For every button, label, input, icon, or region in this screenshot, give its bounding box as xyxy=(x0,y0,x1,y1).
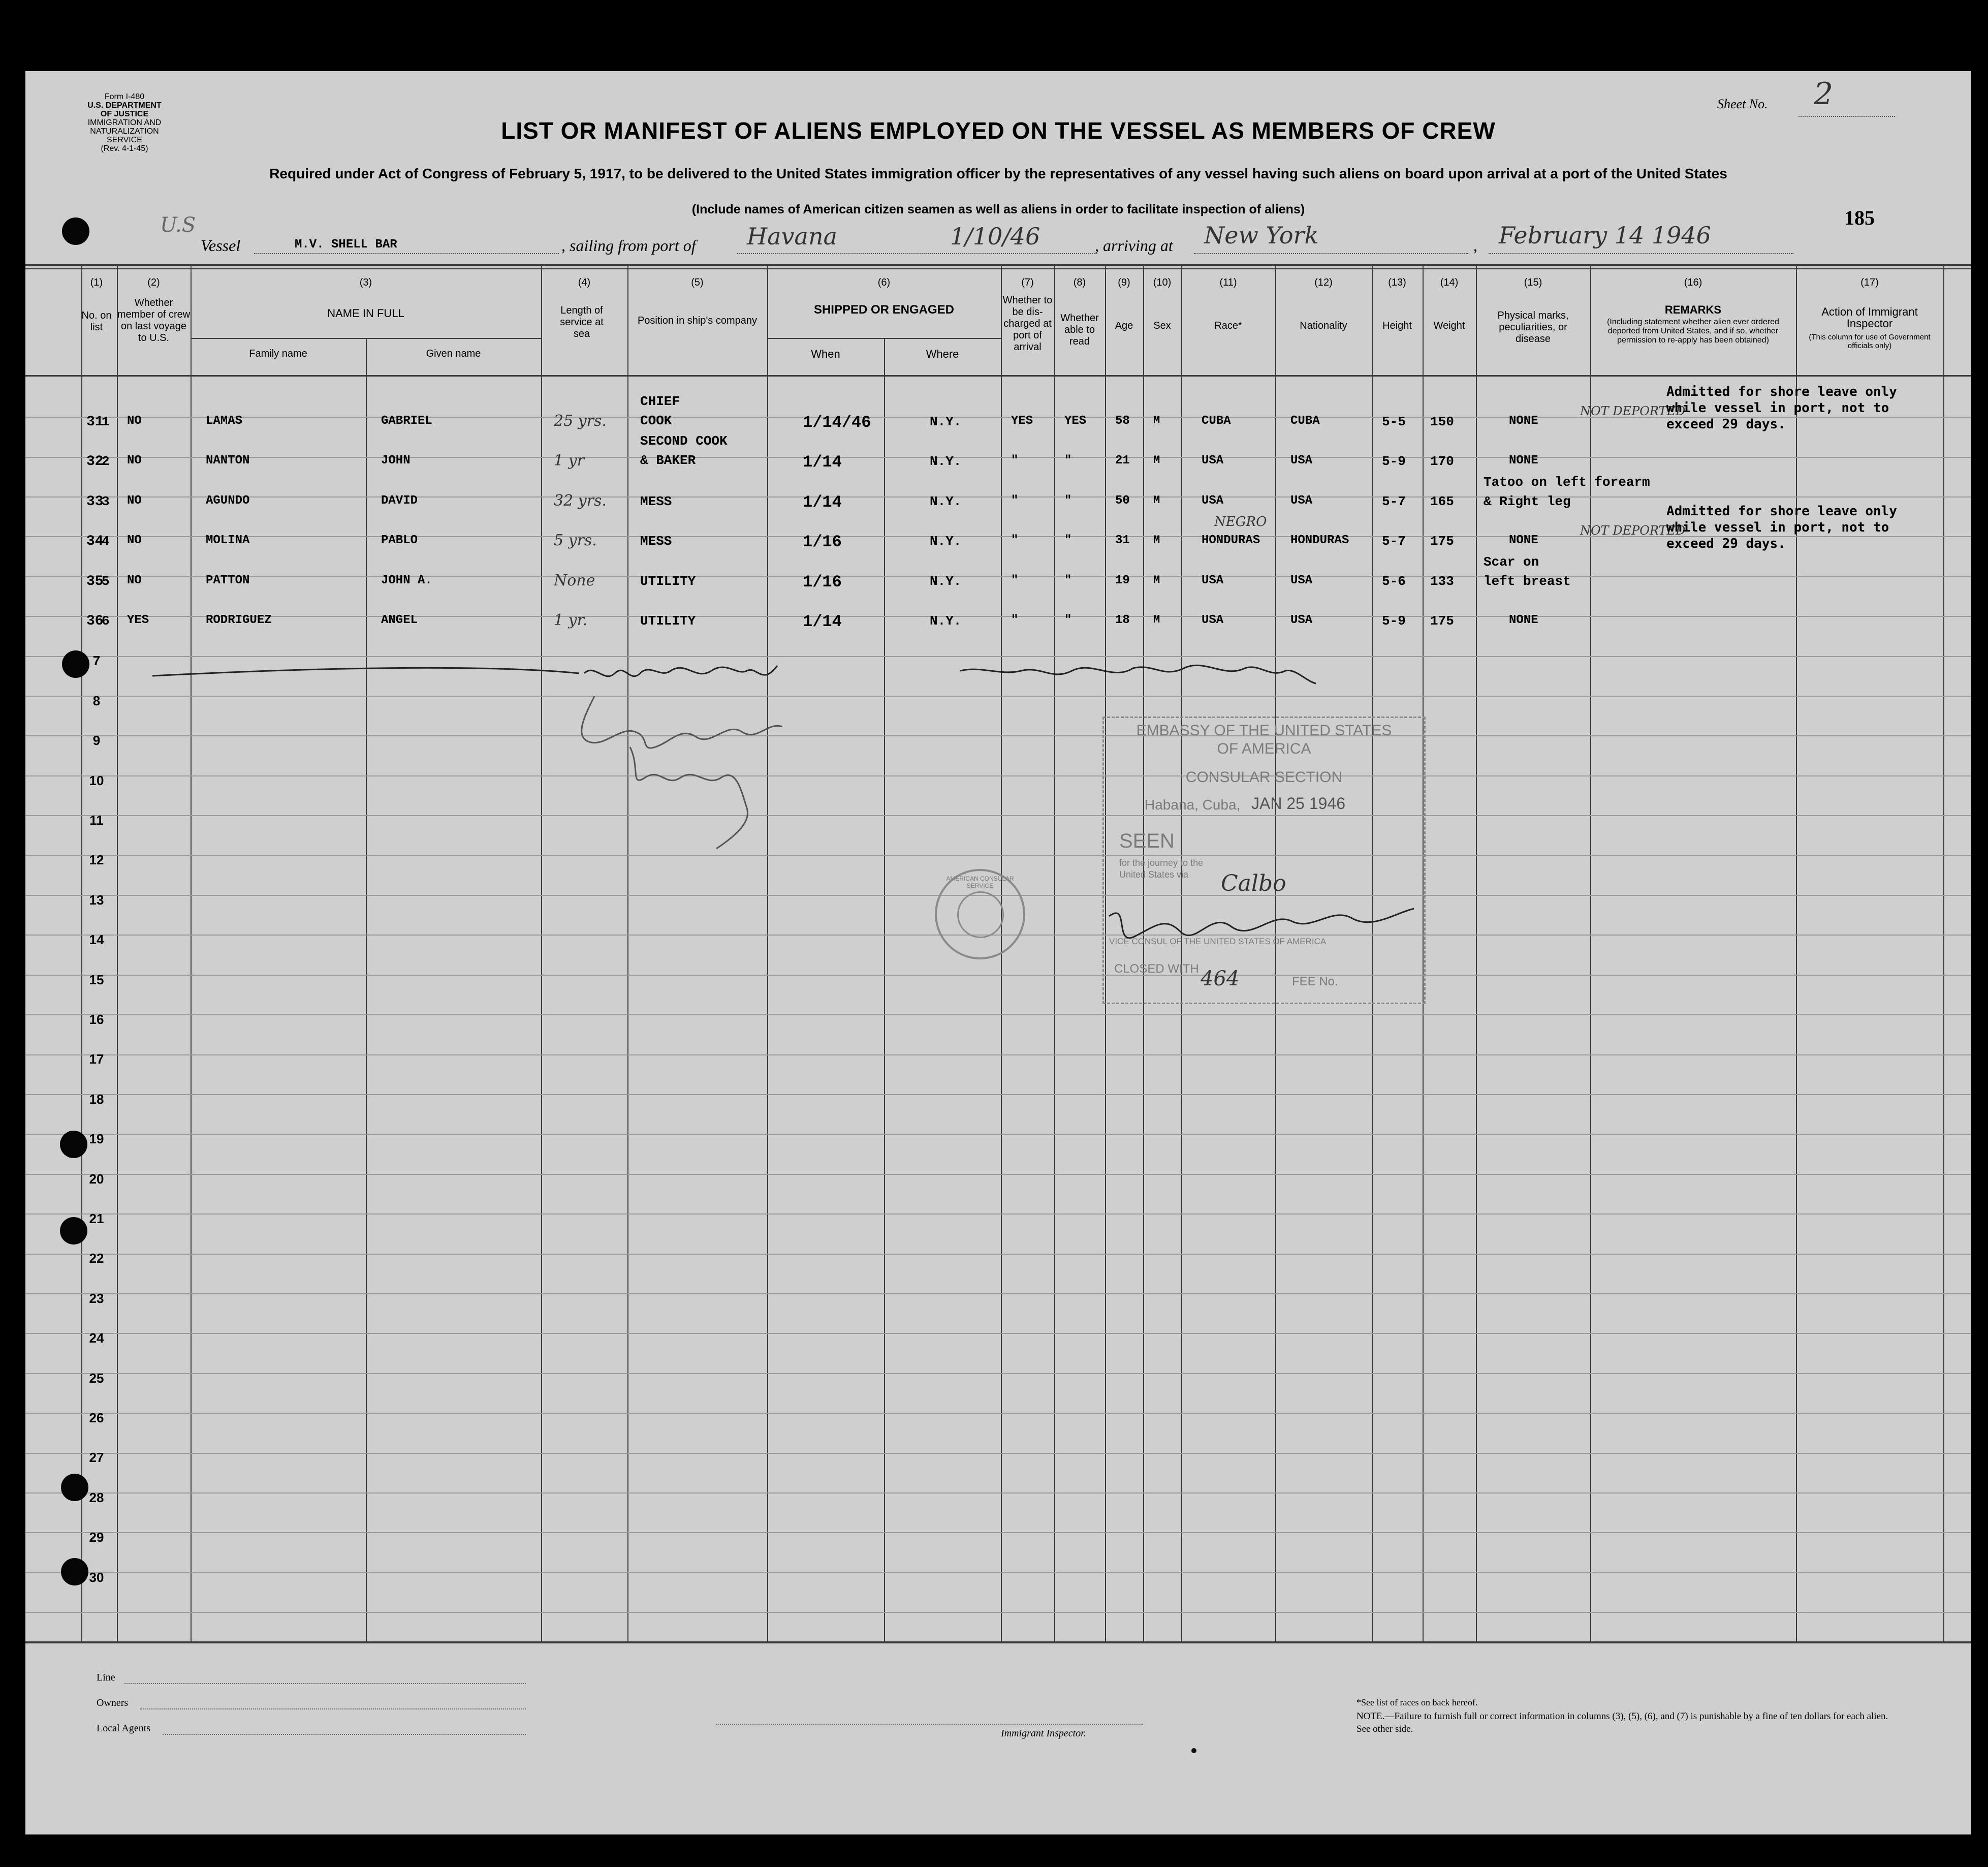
stamp-line-2: OF AMERICA xyxy=(1217,740,1311,757)
stamp-line-1: EMBASSY OF THE UNITED STATES xyxy=(1136,722,1392,739)
length-of-service: 5 yrs. xyxy=(554,532,597,550)
row-rule xyxy=(25,496,1971,497)
shipped-where: N.Y. xyxy=(930,414,962,429)
shipped-where: N.Y. xyxy=(930,493,962,509)
column-rule xyxy=(1054,264,1055,1641)
member-last-voyage: NO xyxy=(127,573,142,587)
able-to-read: " xyxy=(1064,573,1072,587)
hdr-length-of-service: Length of service at sea xyxy=(560,305,604,339)
row-rule xyxy=(25,1094,1971,1095)
discharged: YES xyxy=(1011,414,1033,428)
position: COOK xyxy=(640,413,672,428)
sex: M xyxy=(1153,534,1160,547)
vessel-name: M.V. SHELL BAR xyxy=(295,238,397,252)
punch-hole xyxy=(62,650,89,678)
footer-line-label: Line xyxy=(97,1672,115,1683)
stamp-closed-num: 464 xyxy=(1201,967,1240,990)
col-num-12: (12) xyxy=(1314,277,1333,288)
member-last-voyage: NO xyxy=(127,534,142,548)
row-rule xyxy=(25,1453,1971,1454)
position: SECOND COOK xyxy=(640,433,728,449)
empty-row-number: 23 xyxy=(89,1290,104,1306)
hdr-race: Race* xyxy=(1214,320,1242,331)
race: USA xyxy=(1202,573,1224,587)
weight: 170 xyxy=(1430,454,1454,470)
race: CUBA xyxy=(1202,414,1231,428)
row-number: 3 xyxy=(102,493,110,509)
height: 5-6 xyxy=(1382,573,1406,589)
length-of-service: 1 yr. xyxy=(554,611,588,629)
physical-marks: left breast xyxy=(1484,573,1571,589)
length-of-service: 1 yr xyxy=(554,452,584,470)
empty-row-number: 7 xyxy=(92,653,101,669)
hdr-member-last-voyage: Whether member of crew on last voyage to U.S. xyxy=(117,297,191,344)
empty-row-number: 19 xyxy=(89,1131,104,1147)
col-num-8: (8) xyxy=(1073,277,1086,288)
hdr-when: When xyxy=(811,348,840,360)
empty-row-number: 11 xyxy=(89,813,104,828)
remarks: Admitted for shore leave only while vessel in port, not to exceed 29 days. xyxy=(1666,504,1897,552)
vessel-line xyxy=(254,253,559,254)
row-rule xyxy=(25,1293,1971,1294)
us-mark: U.S xyxy=(160,213,196,237)
nationality: USA xyxy=(1290,454,1313,468)
hdr-action-sub: (This column for use of Government officials only) xyxy=(1809,333,1931,350)
shipped-where: N.Y. xyxy=(930,454,962,470)
seal-eagle-icon xyxy=(957,891,1004,938)
punch-hole xyxy=(60,1131,87,1158)
empty-row-number: 15 xyxy=(89,972,104,987)
able-to-read: " xyxy=(1064,493,1072,508)
sex: M xyxy=(1153,573,1160,586)
hdr-weight: Weight xyxy=(1433,320,1465,331)
hdr-remarks: REMARKS xyxy=(1664,303,1722,316)
col-num-10: (10) xyxy=(1153,277,1172,288)
seal-text: AMERICAN CONSULAR SERVICE xyxy=(946,875,1014,889)
row-rule xyxy=(25,975,1971,976)
row-rule xyxy=(25,1174,1971,1175)
empty-row-number: 29 xyxy=(89,1530,104,1545)
hdr-shipped-engaged: SHIPPED OR ENGAGED xyxy=(813,303,955,317)
row-margin-number: 33 xyxy=(86,493,104,510)
family-name: LAMAS xyxy=(206,414,243,428)
position: MESS xyxy=(640,534,672,549)
row-rule xyxy=(25,1014,1971,1015)
empty-row-number: 30 xyxy=(89,1569,104,1585)
column-rule xyxy=(884,338,885,1641)
punch-hole xyxy=(60,1217,87,1244)
member-last-voyage: YES xyxy=(127,613,149,627)
given-name: GABRIEL xyxy=(381,414,432,428)
given-name: DAVID xyxy=(381,493,418,508)
footer-race-note: *See list of races on back hereof. xyxy=(1356,1697,1478,1707)
column-rule xyxy=(1590,264,1591,1641)
hdr-discharged: Whether to be dis-charged at port of arrival xyxy=(1002,295,1053,353)
sex: M xyxy=(1153,414,1160,427)
sheet-label: Sheet No. xyxy=(1717,97,1768,111)
stamp-closed-with: CLOSED WITH xyxy=(1114,962,1199,976)
able-to-read: " xyxy=(1064,534,1072,548)
height: 5-7 xyxy=(1382,493,1406,509)
discharged: " xyxy=(1011,613,1019,627)
family-name: AGUNDO xyxy=(206,493,250,508)
footer-inspector: Immigrant Inspector. xyxy=(1001,1728,1086,1739)
row-margin-number: 31 xyxy=(86,414,104,430)
consular-seal xyxy=(935,869,1025,959)
arriving-label: , arriving at xyxy=(1095,236,1173,255)
hdr-sex: Sex xyxy=(1153,320,1171,331)
nationality: USA xyxy=(1290,493,1313,508)
form-subtitle: Required under Act of Congress of February 5, 1917, to be delivered to the United States immigration officer by the representatives of any vessel having such aliens on board upon arrival at a port of the United States xyxy=(269,166,1727,181)
able-to-read: " xyxy=(1064,454,1072,468)
stamp-date: JAN 25 1946 xyxy=(1251,794,1346,813)
stamp-vice-consul: VICE CONSUL OF THE UNITED STATES OF AMERICA xyxy=(1109,937,1327,946)
position: UTILITY xyxy=(640,613,696,629)
col-num-2: (2) xyxy=(147,277,160,288)
col-num-14: (14) xyxy=(1440,277,1459,288)
row-rule xyxy=(25,576,1971,577)
footer-note: NOTE.—Failure to furnish full or correct information in columns (3), (5), (6), and (7) is punishable by a fine of ten dollars for each alien. See other side. xyxy=(1356,1711,1888,1734)
row-rule xyxy=(25,1054,1971,1055)
empty-row-number: 17 xyxy=(89,1051,104,1067)
position: & BAKER xyxy=(640,453,696,469)
table-bottom-rule xyxy=(25,1641,1971,1643)
race: USA xyxy=(1202,493,1224,508)
column-rule xyxy=(541,264,542,1641)
form-rev: (Rev. 4-1-45) xyxy=(101,144,148,153)
sex: M xyxy=(1153,454,1160,467)
empty-row-number: 20 xyxy=(89,1171,104,1187)
row-number: 6 xyxy=(102,613,110,629)
row-rule xyxy=(25,1572,1971,1573)
family-name: RODRIGUEZ xyxy=(206,613,272,627)
shipped-when: 1/14/46 xyxy=(803,413,871,432)
sailing-label: , sailing from port of xyxy=(561,236,696,255)
stamp-united-states: United States via xyxy=(1119,869,1189,880)
sex: M xyxy=(1153,613,1160,626)
row-margin-number: 35 xyxy=(86,573,104,589)
consular-stamp xyxy=(1102,717,1426,1004)
row-rule xyxy=(25,1333,1971,1334)
col-num-13: (13) xyxy=(1388,277,1406,288)
col-num-1: (1) xyxy=(90,277,103,288)
shipped-where: N.Y. xyxy=(930,573,962,589)
physical-marks: NONE xyxy=(1509,613,1538,627)
deportation-note: NOT DEPORTED xyxy=(1580,404,1686,418)
empty-row-number: 26 xyxy=(89,1410,104,1425)
shipped-subheader-rule xyxy=(767,338,1001,339)
row-rule xyxy=(25,1213,1971,1215)
weight: 175 xyxy=(1430,534,1454,549)
vice-consul-signature xyxy=(1094,901,1429,942)
column-rule xyxy=(627,264,628,1641)
col-num-4: (4) xyxy=(578,277,591,288)
empty-row-number: 9 xyxy=(92,733,101,749)
nationality: USA xyxy=(1290,573,1313,587)
member-last-voyage: NO xyxy=(127,454,142,468)
arriving-line xyxy=(1194,253,1468,254)
row-rule xyxy=(25,457,1971,458)
age: 21 xyxy=(1115,454,1130,468)
sailing-port: Havana xyxy=(747,223,838,250)
able-to-read: YES xyxy=(1064,414,1087,428)
shipped-when: 1/14 xyxy=(803,453,842,472)
race: USA xyxy=(1202,454,1224,468)
age: 31 xyxy=(1115,534,1130,548)
physical-marks: NONE xyxy=(1509,414,1538,428)
physical-marks: Scar on xyxy=(1484,554,1539,570)
empty-row-number: 10 xyxy=(89,772,104,788)
hdr-no-on-list: No. on list xyxy=(81,310,112,333)
row-number: 2 xyxy=(102,454,110,470)
footer-line-rule xyxy=(124,1683,526,1684)
age: 50 xyxy=(1115,493,1130,508)
row-rule xyxy=(25,1134,1971,1135)
stamp-line-3: CONSULAR SECTION xyxy=(1185,769,1343,786)
row-margin-number: 34 xyxy=(86,534,104,550)
remarks: Admitted for shore leave only while vessel in port, not to exceed 29 days. xyxy=(1666,384,1897,432)
hdr-where: Where xyxy=(926,348,959,360)
family-name: NANTON xyxy=(206,454,250,468)
physical-marks: NONE xyxy=(1509,534,1538,548)
position: CHIEF xyxy=(640,394,680,409)
discharged: " xyxy=(1011,493,1019,508)
member-last-voyage: NO xyxy=(127,493,142,508)
given-name: PABLO xyxy=(381,534,418,548)
row-rule xyxy=(25,1373,1971,1374)
hdr-position: Position in ship's company xyxy=(637,315,758,326)
sheet-number: 2 xyxy=(1814,76,1834,112)
hdr-nationality: Nationality xyxy=(1300,320,1347,331)
comma: , xyxy=(1473,236,1477,255)
nationality: HONDURAS xyxy=(1290,534,1349,548)
deportation-note: NOT DEPORTED xyxy=(1580,523,1686,538)
able-to-read: " xyxy=(1064,613,1072,627)
shipped-when: 1/14 xyxy=(803,612,842,631)
column-rule xyxy=(1476,264,1477,1641)
name-subheader-rule xyxy=(191,338,541,339)
shipped-where: N.Y. xyxy=(930,534,962,549)
sex: M xyxy=(1153,493,1160,507)
age: 18 xyxy=(1115,613,1130,627)
row-rule xyxy=(25,1254,1971,1255)
age: 58 xyxy=(1115,414,1130,428)
hdr-remarks-sub: (Including statement whether alien ever ordered deported from United States, and if so, whether permission to re-apply has been obtained) xyxy=(1607,318,1779,345)
footer-agents-rule xyxy=(163,1734,526,1735)
weight: 175 xyxy=(1430,613,1454,629)
punch-hole xyxy=(61,1558,88,1585)
sailing-line xyxy=(737,253,1097,254)
stamp-seen: SEEN xyxy=(1119,830,1175,852)
given-name: ANGEL xyxy=(381,613,418,627)
hdr-age: Age xyxy=(1115,320,1133,331)
table-top-rule xyxy=(25,264,1971,266)
row-number: 4 xyxy=(102,534,110,549)
shipped-when: 1/14 xyxy=(803,492,842,512)
family-name: PATTON xyxy=(206,573,250,587)
position: MESS xyxy=(640,493,672,509)
physical-marks: NONE xyxy=(1509,454,1538,468)
punch-hole xyxy=(62,217,89,245)
hdr-physical-marks: Physical marks, peculiarities, or disease xyxy=(1497,310,1569,345)
row-rule xyxy=(25,1532,1971,1533)
length-of-service: 25 yrs. xyxy=(554,412,607,430)
row-number: 1 xyxy=(102,414,110,429)
stamp-via: Calbo xyxy=(1221,870,1286,896)
nationality: USA xyxy=(1290,613,1313,627)
hdr-height: Height xyxy=(1382,320,1412,331)
form-number: Form I-480 xyxy=(104,92,145,101)
given-name: JOHN A. xyxy=(381,573,432,587)
col-num-9: (9) xyxy=(1118,277,1130,288)
age: 19 xyxy=(1115,573,1130,587)
col-num-5: (5) xyxy=(691,277,704,288)
shipped-where: N.Y. xyxy=(930,613,962,629)
col-num-6: (6) xyxy=(877,277,891,288)
weight: 133 xyxy=(1430,573,1454,589)
given-name: JOHN xyxy=(381,454,411,468)
empty-row-number: 27 xyxy=(89,1450,104,1466)
column-rule xyxy=(767,264,768,1641)
family-name: MOLINA xyxy=(206,534,250,548)
stamp-for-journey: for the journey to the xyxy=(1119,858,1204,868)
row-rule xyxy=(25,1612,1971,1613)
footer-owners-label: Owners xyxy=(97,1697,129,1708)
inspector-rule xyxy=(716,1724,1143,1725)
column-rule xyxy=(1943,264,1944,1641)
footer-owners-rule xyxy=(140,1708,526,1709)
manifest-sheet xyxy=(25,71,1971,1834)
arrival-date: February 14 1946 xyxy=(1499,222,1711,249)
empty-row-number: 8 xyxy=(92,693,101,708)
empty-row-number: 18 xyxy=(89,1091,104,1107)
nationality: CUBA xyxy=(1290,414,1320,428)
shipped-when: 1/16 xyxy=(803,533,842,552)
col-num-15: (15) xyxy=(1524,277,1542,288)
header-bottom-rule xyxy=(25,375,1971,377)
arriving-port: New York xyxy=(1204,222,1319,249)
race-note: NEGRO xyxy=(1214,514,1267,530)
empty-row-number: 25 xyxy=(89,1370,104,1386)
form-service: IMMIGRATION AND NATURALIZATION SERVICE xyxy=(87,118,162,144)
page-number: 185 xyxy=(1844,206,1875,229)
row-rule xyxy=(25,1492,1971,1493)
empty-row-number: 28 xyxy=(89,1489,104,1505)
footer-dot xyxy=(1191,1748,1196,1753)
hdr-given-name: Given name xyxy=(426,348,481,359)
empty-row-number: 14 xyxy=(89,932,104,948)
race: USA xyxy=(1202,613,1224,627)
col-num-16: (16) xyxy=(1684,277,1702,288)
empty-row-number: 16 xyxy=(89,1012,104,1027)
position: UTILITY xyxy=(640,573,696,589)
table-top-rule-2 xyxy=(25,268,1971,269)
physical-marks: Tatoo on left forearm xyxy=(1484,474,1650,490)
column-rule xyxy=(81,264,82,1641)
discharged: " xyxy=(1011,454,1019,468)
column-rule xyxy=(191,264,192,1641)
empty-row-number: 24 xyxy=(89,1330,104,1346)
footer-agents-label: Local Agents xyxy=(97,1723,151,1734)
empty-row-number: 21 xyxy=(89,1211,104,1226)
stamp-fee-no: FEE No. xyxy=(1292,975,1338,988)
weight: 150 xyxy=(1430,414,1454,429)
column-rule xyxy=(117,264,118,1641)
empty-row-number: 22 xyxy=(89,1251,104,1266)
col-num-7: (7) xyxy=(1021,277,1034,288)
hdr-able-to-read: Whether able to read xyxy=(1060,313,1099,347)
row-rule xyxy=(25,616,1971,617)
col-num-3: (3) xyxy=(359,277,372,288)
column-rule xyxy=(366,338,367,1641)
hdr-action: Action of Immigrant Inspector xyxy=(1821,305,1918,330)
race: HONDURAS xyxy=(1202,534,1260,548)
stamp-place: Habana, Cuba, xyxy=(1145,797,1241,813)
hdr-family-name: Family name xyxy=(249,348,307,359)
length-of-service: None xyxy=(554,571,595,589)
vessel-label: Vessel xyxy=(201,236,241,255)
row-number: 5 xyxy=(102,573,110,589)
physical-marks: & Right leg xyxy=(1484,493,1571,509)
row-margin-number: 36 xyxy=(86,613,104,629)
form-dept: U.S. DEPARTMENT OF JUSTICE xyxy=(87,101,162,118)
hdr-name-in-full: NAME IN FULL xyxy=(327,307,404,320)
shipped-when: 1/16 xyxy=(803,572,842,592)
height: 5-5 xyxy=(1382,414,1406,429)
member-last-voyage: NO xyxy=(127,414,142,428)
height: 5-9 xyxy=(1382,613,1406,629)
form-note-line: (Include names of American citizen seamen as well as aliens in order to facilitate inspection of aliens) xyxy=(691,202,1305,216)
discharged: " xyxy=(1011,534,1019,548)
height: 5-7 xyxy=(1382,534,1406,549)
sailing-date: 1/10/46 xyxy=(950,223,1040,250)
column-rule xyxy=(1796,264,1797,1641)
arrival-line xyxy=(1489,253,1793,254)
empty-row-number: 12 xyxy=(89,852,104,868)
empty-row-number: 13 xyxy=(89,892,104,908)
weight: 165 xyxy=(1430,493,1454,509)
row-margin-number: 32 xyxy=(86,454,104,470)
row-rule xyxy=(25,1413,1971,1414)
height: 5-9 xyxy=(1382,454,1406,470)
discharged: " xyxy=(1011,573,1019,587)
punch-hole xyxy=(61,1474,88,1501)
page-title: LIST OR MANIFEST OF ALIENS EMPLOYED ON THE VESSEL AS MEMBERS OF CREW xyxy=(501,117,1496,144)
col-num-17: (17) xyxy=(1860,277,1879,288)
col-num-11: (11) xyxy=(1219,277,1237,288)
length-of-service: 32 yrs. xyxy=(554,491,607,510)
